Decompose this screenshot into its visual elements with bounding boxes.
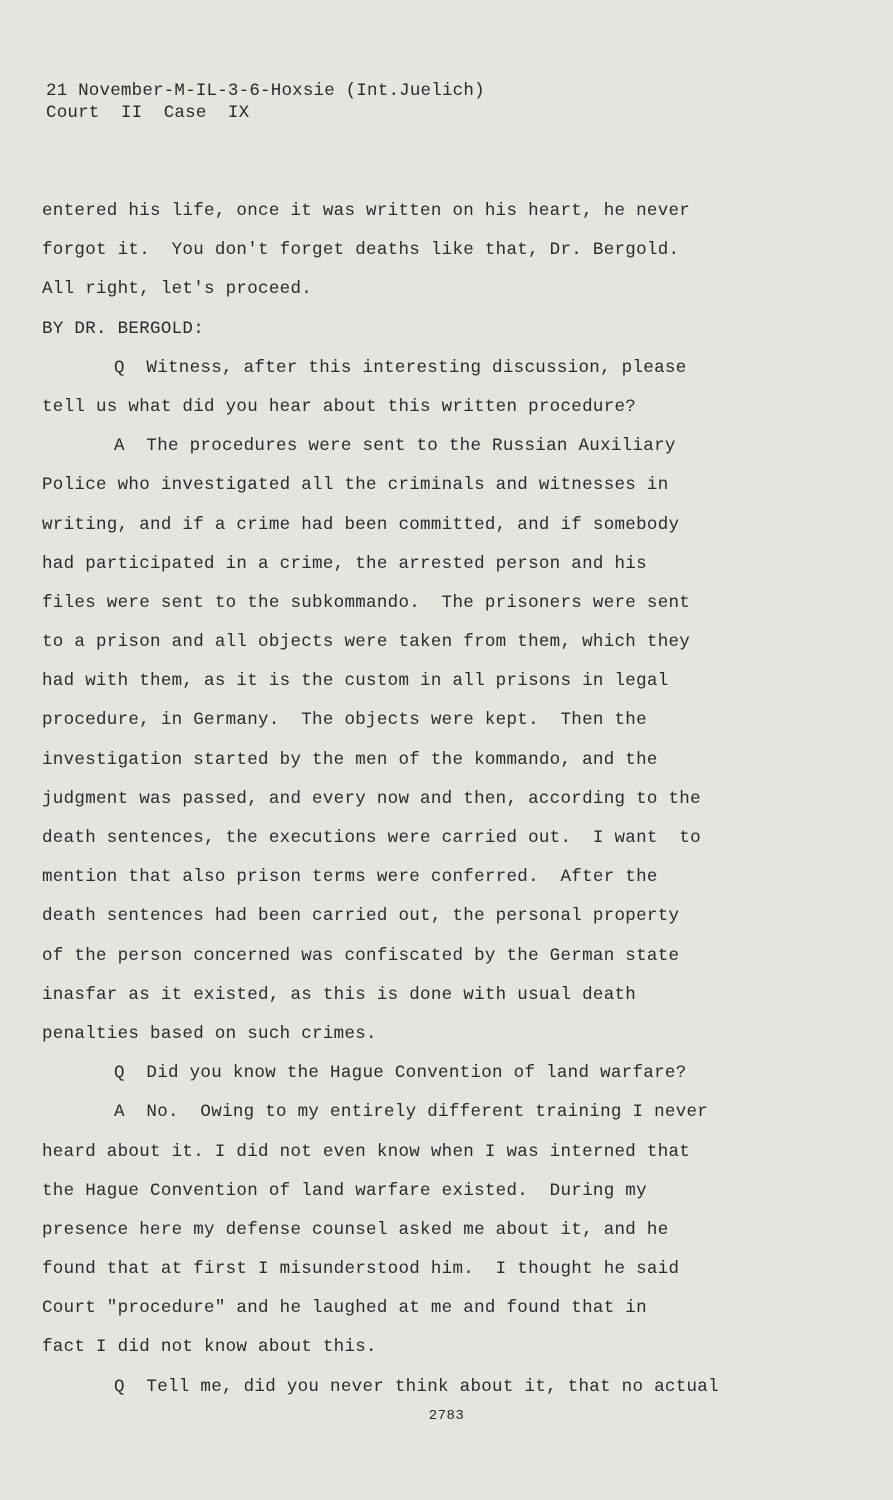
transcript-line: of the person concerned was confiscated by the German state bbox=[42, 945, 680, 966]
transcript-line: found that at first I misunderstood him. I thought he said bbox=[42, 1259, 680, 1280]
transcript-line: judgment was passed, and every now and then, according to the bbox=[42, 788, 701, 809]
question-line: Q Witness, after this interesting discussion, please bbox=[114, 357, 687, 378]
transcript-line: death sentences, the executions were carried out. I want to bbox=[42, 828, 701, 848]
transcript-line: Court "procedure" and he laughed at me and found that in bbox=[42, 1298, 647, 1319]
transcript-body bbox=[42, 192, 842, 1407]
transcript-line: All right, let's proceed. bbox=[42, 279, 313, 300]
answer-line: A The procedures were sent to the Russian Auxiliary bbox=[114, 436, 676, 457]
transcript-line: entered his life, once it was written on his heart, he never bbox=[42, 201, 691, 221]
transcript-line: mention that also prison terms were conferred. After the bbox=[42, 867, 658, 888]
transcript-line: investigation started by the men of the kommando, and the bbox=[42, 749, 658, 770]
transcript-line: had participated in a crime, the arrested person and his bbox=[42, 553, 647, 574]
header-line-2: Court II Case IX bbox=[46, 103, 250, 123]
page-header bbox=[46, 80, 485, 124]
transcript-line: had with them, as it is the custom in all prisons in legal bbox=[42, 671, 669, 692]
transcript-line: inasfar as it existed, as this is done with usual death bbox=[42, 984, 637, 1005]
page-number: 2783 bbox=[428, 1408, 465, 1424]
transcript-line: to a prison and all objects were taken from them, which they bbox=[42, 632, 691, 653]
transcript-line: files were sent to the subkommando. The prisoners were sent bbox=[42, 592, 691, 613]
transcript-line: heard about it. I did not even know when I was interned that bbox=[42, 1141, 691, 1162]
transcript-line: forgot it. You don't forget deaths like that, Dr. Bergold. bbox=[42, 240, 680, 261]
speaker-heading: BY DR. BERGOLD: bbox=[42, 318, 205, 339]
question-line: Q Did you know the Hague Convention of land warfare? bbox=[114, 1063, 687, 1084]
transcript-line: presence here my defense counsel asked me about it, and he bbox=[42, 1219, 669, 1240]
transcript-line: Police who investigated all the criminals and witnesses in bbox=[42, 475, 669, 496]
transcript-line: writing, and if a crime had been committed, and if somebody bbox=[42, 514, 680, 535]
transcript-line: fact I did not know about this. bbox=[42, 1337, 377, 1358]
transcript-line: tell us what did you hear about this written procedure? bbox=[42, 396, 637, 417]
answer-line: A No. Owing to my entirely different training I never bbox=[114, 1102, 709, 1123]
question-line: Q Tell me, did you never think about it, that no actual bbox=[114, 1376, 719, 1397]
transcript-line: penalties based on such crimes. bbox=[42, 1023, 377, 1044]
transcript-line: the Hague Convention of land warfare existed. During my bbox=[42, 1180, 647, 1201]
transcript-line: procedure, in Germany. The objects were kept. Then the bbox=[42, 710, 647, 731]
header-line-1: 21 November-M-IL-3-6-Hoxsie (Int.Juelich) bbox=[46, 81, 485, 101]
transcript-line: death sentences had been carried out, the personal property bbox=[42, 906, 680, 927]
